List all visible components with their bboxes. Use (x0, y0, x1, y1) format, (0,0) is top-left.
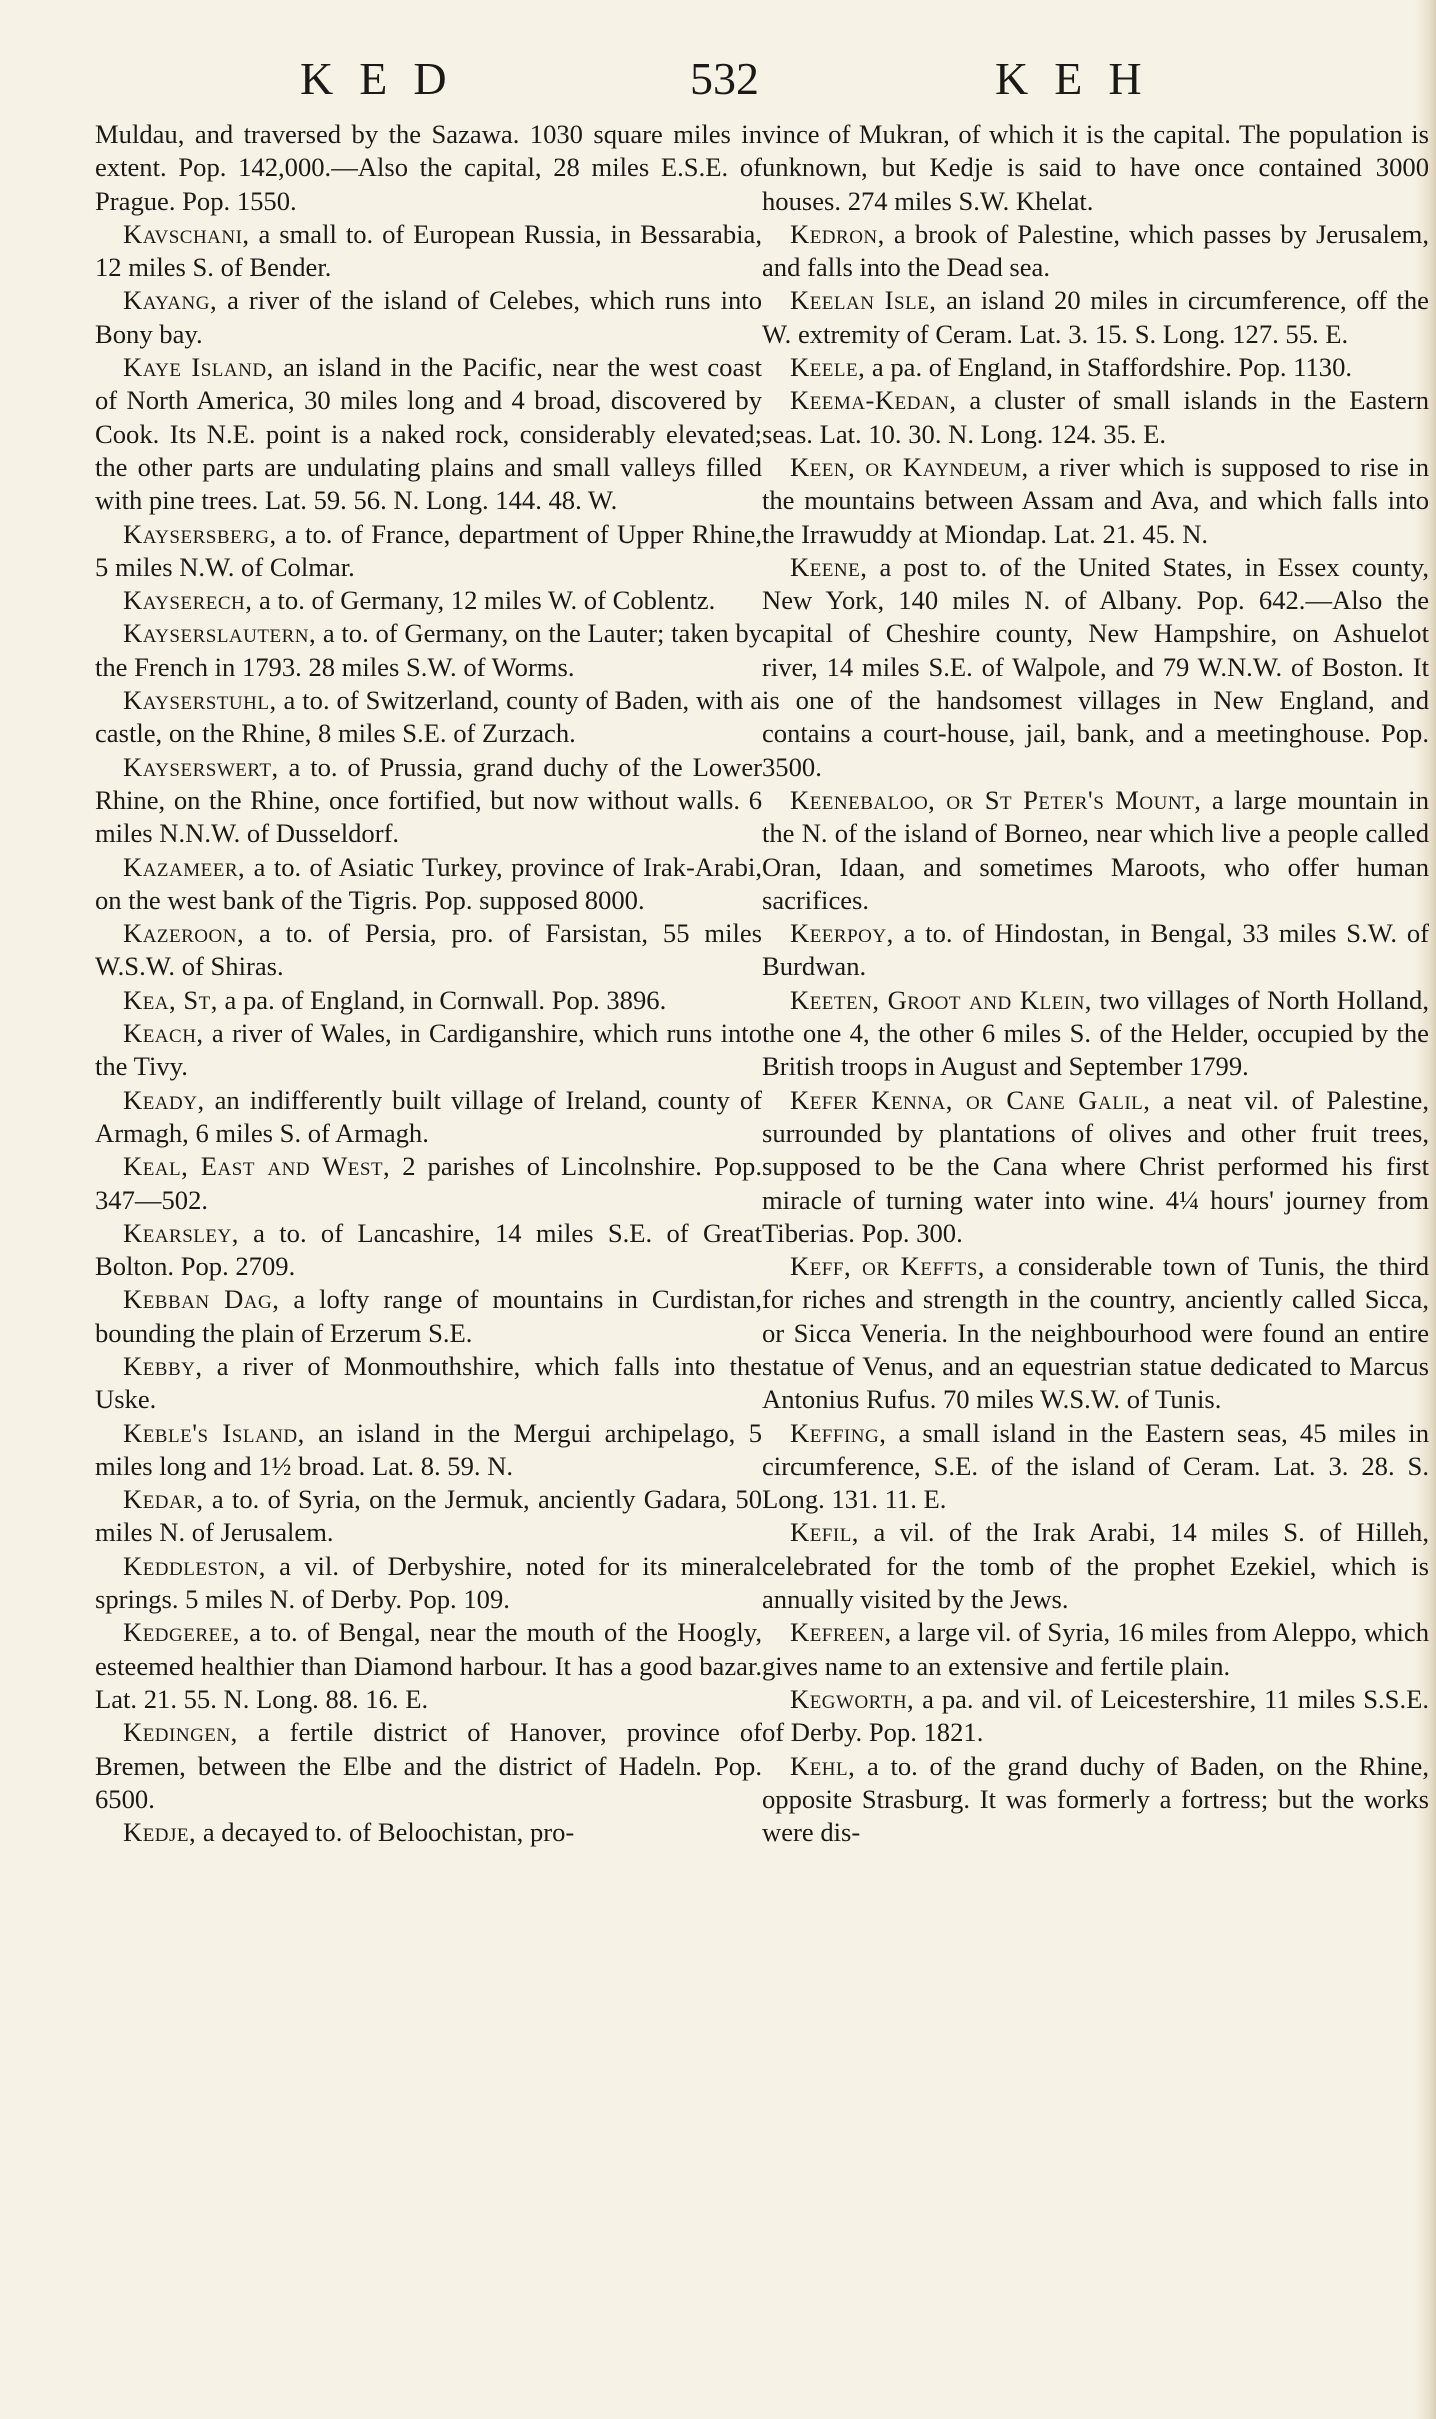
entry-headword: Keddleston, (123, 1550, 266, 1581)
gazetteer-entry (95, 684, 762, 751)
entry-headword: Keeten, Groot and Klein, (790, 984, 1092, 1015)
entry-headword: Kayserstuhl, (123, 685, 277, 716)
entry-text: a to. of Syria, on the Jermuk, anciently Gadara, 50 miles N. of Jerusalem. (95, 1484, 762, 1548)
entry-text: a large vil. of Syria, 16 miles from Aleppo, which gives name to an extensive and fertile plain. (762, 1617, 1429, 1681)
entry-headword: Keerpoy, (790, 918, 894, 949)
gazetteer-entry (762, 384, 1429, 451)
entry-text: a river of the island of Celebes, which runs into Bony bay. (95, 285, 762, 349)
entry-headword: Kayserslautern, (123, 618, 317, 649)
gazetteer-entry (95, 1350, 762, 1417)
entry-text: 2 parishes of Lincolnshire. Pop. 347—502. (95, 1151, 762, 1215)
entry-headword: Keffing, (790, 1417, 887, 1448)
gazetteer-entry (95, 518, 762, 585)
entry-headword: Keady, (123, 1084, 205, 1115)
gazetteer-entry (762, 351, 1429, 384)
entry-headword: Kazeroon, (123, 918, 245, 949)
gazetteer-entry (762, 451, 1429, 551)
entry-headword: Keff, or Keffts, (790, 1251, 985, 1282)
right-column (762, 118, 1429, 1849)
gazetteer-entry (762, 1417, 1429, 1517)
entry-text: a pa. of England, in Cornwall. Pop. 3896. (217, 984, 667, 1015)
entry-headword: Kefil, (790, 1517, 859, 1548)
gazetteer-entry (95, 584, 762, 617)
gazetteer-entry (762, 1516, 1429, 1616)
entry-text: an indifferently built village of Ireland, county of Armagh, 6 miles S. of Armagh. (95, 1084, 762, 1148)
entry-text: a to. of Hindostan, in Bengal, 33 miles S.W. of Burdwan. (762, 918, 1429, 982)
entry-text: a to. of Persia, pro. of Farsistan, 55 miles W.S.W. of Shiras. (95, 918, 762, 982)
header-left-guide-word: KED (300, 53, 473, 104)
header-right-guide-word: KEH (995, 53, 1168, 104)
left-column (95, 118, 762, 1849)
entry-headword: Kaye Island, (123, 352, 274, 383)
entry-headword: Keen, or Kayndeum, (790, 451, 1029, 482)
entry-headword: Kebby, (123, 1350, 203, 1381)
entry-headword: Kaysersberg, (123, 518, 277, 549)
running-header (0, 52, 1436, 114)
gazetteer-entry (95, 1417, 762, 1484)
entry-text: a post to. of the United States, in Essex county, New York, 140 miles N. of Albany. Pop. 642.—Also the capital of Cheshire county, New Hampshire, on Ashuelot river, 14 miles S.E. of Walpole, and 79 W.N.W. of Boston. It is one of the handsomest villages in New England, and contains a court-house, jail, bank, and a meetinghouse. Pop. 3500. (762, 551, 1429, 782)
entry-text: a river of Wales, in Cardiganshire, which runs into the Tivy. (95, 1018, 762, 1082)
entry-headword: Kedingen, (123, 1717, 238, 1748)
entry-headword: Keele, (790, 352, 866, 383)
gazetteer-entry (762, 784, 1429, 917)
entry-headword: Keal, East and West, (123, 1151, 391, 1182)
entry-text: Muldau, and traversed by the Sazawa. 1030 square miles in extent. Pop. 142,000.—Also the capital, 28 miles E.S.E. of Prague. Pop. 1550. (95, 119, 762, 216)
entry-text: a vil. of the Irak Arabi, 14 miles S. of Hilleh, celebrated for the tomb of the prophet Ezekiel, which is annually visited by the Jews. (762, 1517, 1429, 1615)
gazetteer-entry (95, 1483, 762, 1550)
gazetteer-entry (95, 1150, 762, 1217)
entry-text: a to. of Switzerland, county of Baden, with a castle, on the Rhine, 8 miles S.E. of Zurzach. (95, 685, 762, 749)
gazetteer-entry (762, 1084, 1429, 1250)
gazetteer-entry (762, 1616, 1429, 1683)
entry-text: a decayed to. of Beloochistan, pro- (196, 1817, 575, 1848)
entry-headword: Keble's Island, (123, 1417, 305, 1448)
entry-text: a small to. of European Russia, in Bessarabia, 12 miles S. of Bender. (95, 218, 762, 283)
entry-text: a to. of Asiatic Turkey, province of Irak-Arabi, on the west bank of the Tigris. Pop. supposed 8000. (95, 851, 762, 915)
entry-text: a to. of Lancashire, 14 miles S.E. of Great Bolton. Pop. 2709. (95, 1217, 762, 1282)
entry-text: a pa. of England, in Staffordshire. Pop. 1130. (865, 352, 1353, 383)
entry-text: a to. of Germany, 12 miles W. of Coblentz. (252, 585, 716, 616)
entry-headword: Keach, (123, 1018, 204, 1049)
entry-headword: Kehl, (790, 1750, 856, 1781)
gazetteer-entry (762, 1683, 1429, 1750)
entry-text: an island 20 miles in circumference, off the W. extremity of Ceram. Lat. 3. 15. S. Long. 127. 55. E. (762, 285, 1429, 349)
entry-text: a cluster of small islands in the Eastern seas. Lat. 10. 30. N. Long. 124. 35. E. (762, 385, 1429, 449)
continued-entry-text (762, 118, 1429, 218)
entry-text: a to. of Prussia, grand duchy of the Lower Rhine, on the Rhine, once fortified, but now without walls. 6 miles N.N.W. of Dusseldorf. (95, 751, 762, 849)
entry-headword: Kearsley, (123, 1217, 239, 1248)
entry-text: a pa. and vil. of Leicestershire, 11 miles S.S.E. of Derby. Pop. 1821. (762, 1683, 1429, 1748)
entry-text: an island in the Mergui archipelago, 5 miles long and 1½ broad. Lat. 8. 59. N. (95, 1417, 762, 1481)
entry-headword: Kegworth, (790, 1683, 915, 1714)
entry-text: a vil. of Derbyshire, noted for its mineral springs. 5 miles N. of Derby. Pop. 109. (95, 1550, 762, 1615)
entry-headword: Keene, (790, 551, 868, 582)
continued-entry-text (95, 118, 762, 218)
entry-text: a small island in the Eastern seas, 45 miles in circumference, S.E. of the island of Ceram. Lat. 3. 28. S. Long. 131. 11. E. (762, 1417, 1429, 1515)
entry-headword: Kebban Dag, (123, 1284, 280, 1315)
entry-headword: Keenebaloo, or St Peter's Mount, (790, 784, 1202, 815)
gazetteer-entry (95, 1616, 762, 1716)
gazetteer-entry (95, 1550, 762, 1617)
gazetteer-entry (95, 851, 762, 918)
gazetteer-entry (95, 1816, 762, 1849)
entry-text: a to. of Bengal, near the mouth of the Hoogly, esteemed healthier than Diamond harbour. It has a good bazar. Lat. 21. 55. N. Long. 88. 16. E. (95, 1617, 762, 1714)
entry-text: a fertile district of Hanover, province of Bremen, between the Elbe and the district of Hadeln. Pop. 6500. (95, 1717, 762, 1814)
entry-text: a to. of France, department of Upper Rhine, 5 miles N.W. of Colmar. (95, 518, 762, 582)
gazetteer-entry (762, 1750, 1429, 1850)
entry-text: a river which is supposed to rise in the mountains between Assam and Ava, and which falls into the Irrawuddy at Miondap. Lat. 21. 45. N. (762, 451, 1429, 549)
entry-headword: Kedgeree, (123, 1617, 240, 1648)
gazetteer-entry (95, 351, 762, 517)
entry-headword: Kedron, (790, 218, 885, 249)
entry-text: a to. of Germany, on the Lauter; taken by the French in 1793. 28 miles S.W. of Worms. (95, 618, 762, 682)
gazetteer-entry (95, 284, 762, 351)
entry-text: two villages of North Holland, the one 4, the other 6 miles S. of the Helder, occupied by the British troops in August and September 1799. (762, 984, 1429, 1082)
entry-text: a neat vil. of Palestine, surrounded by plantations of olives and other fruit trees, supposed to be the Cana where Christ performed his first miracle of turning water into wine. 4¼ hours' journey from Tiberias. Pop. 300. (762, 1084, 1430, 1248)
gazetteer-entry (95, 617, 762, 684)
entry-text: an island in the Pacific, near the west coast of North America, 30 miles long and 4 broad, discovered by Cook. Its N.E. point is a naked rock, considerably elevated; the other parts are undulating plains and small valleys filled with pine trees. Lat. 59. 56. N. Long. 144. 48. W. (95, 352, 762, 516)
entry-headword: Kayserswert, (123, 751, 279, 782)
entry-headword: Kefer Kenna, or Cane Galil, (790, 1084, 1151, 1115)
entry-headword: Kedar, (123, 1484, 204, 1515)
entry-headword: Kefreen, (790, 1617, 892, 1648)
gazetteer-entry (762, 1250, 1429, 1416)
gazetteer-entry (762, 551, 1429, 784)
gazetteer-entry (762, 917, 1429, 984)
entry-text: a brook of Palestine, which passes by Jerusalem, and falls into the Dead sea. (762, 218, 1429, 283)
entry-headword: Keema-Kedan, (790, 385, 957, 416)
gazetteer-entry (95, 1716, 762, 1816)
gazetteer-entry (762, 218, 1429, 285)
gazetteer-entry (95, 218, 762, 285)
entry-headword: Keelan Isle, (790, 285, 937, 316)
entry-headword: Kavschani, (123, 218, 250, 249)
gazetteer-entry (95, 1084, 762, 1151)
entry-text: a large mountain in the N. of the island of Borneo, near which live a people called Oran, Idaan, and sometimes Maroots, who offer human sacrifices. (762, 784, 1429, 915)
entry-text: vince of Mukran, of which it is the capital. The population is unknown, but Kedje is said to have once contained 3000 houses. 274 miles S.W. Khelat. (762, 119, 1429, 216)
entry-headword: Kayang, (123, 285, 218, 316)
entry-headword: Kazameer, (123, 851, 246, 882)
gazetteer-entry (95, 917, 762, 984)
entry-headword: Kedje, (123, 1817, 197, 1848)
gazetteer-entry (95, 1017, 762, 1084)
entry-text: a considerable town of Tunis, the third for riches and strength in the country, anciently called Sicca, or Sicca Veneria. In the neighbourhood were found an entire statue of Venus, and an equestrian statue dedicated to Marcus Antonius Rufus. 70 miles W.S.W. of Tunis. (762, 1251, 1429, 1415)
gazetteer-entry (95, 751, 762, 851)
gazetteer-entry (762, 284, 1429, 351)
gazetteer-entry (762, 984, 1429, 1084)
page-number: 532 (690, 53, 759, 104)
entry-text: a river of Monmouthshire, which falls into the Uske. (95, 1350, 762, 1415)
entry-text: a to. of the grand duchy of Baden, on the Rhine, opposite Strasburg. It was formerly a fortress; but the works were dis- (762, 1750, 1429, 1848)
gazetteer-entry (95, 1217, 762, 1284)
entry-headword: Kayserech, (123, 585, 253, 616)
entry-text: a lofty range of mountains in Curdistan, bounding the plain of Erzerum S.E. (95, 1284, 762, 1348)
entry-headword: Kea, St, (123, 984, 218, 1015)
gazetteer-entry (95, 1283, 762, 1350)
gazetteer-entry (95, 984, 762, 1017)
